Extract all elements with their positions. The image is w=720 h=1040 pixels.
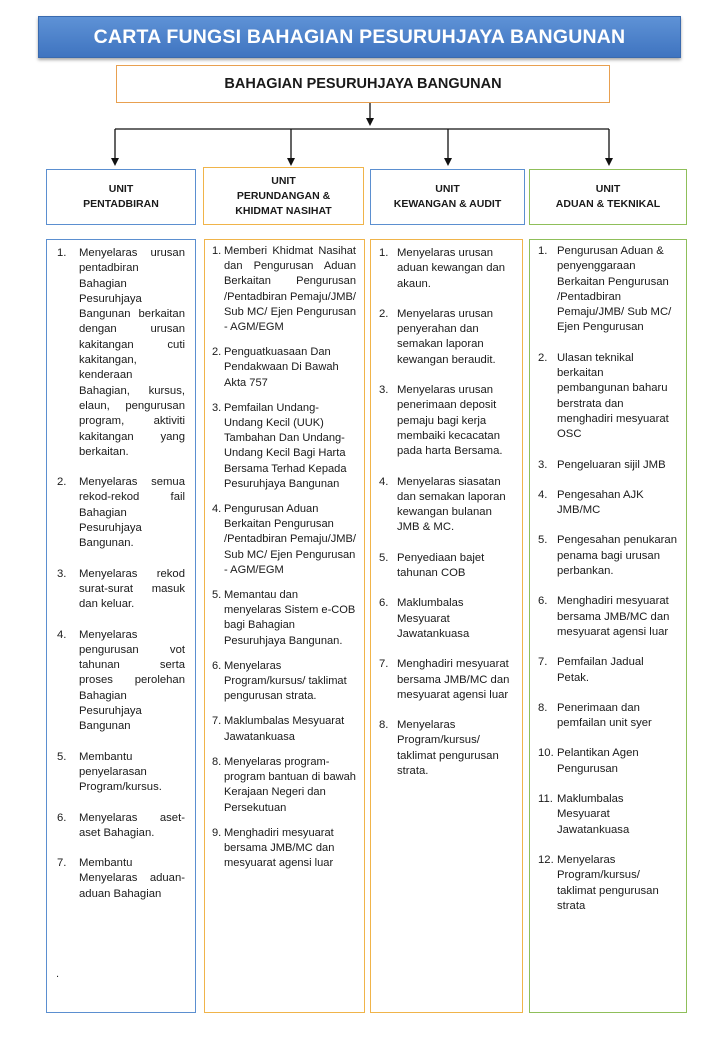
list-item bbox=[212, 826, 356, 872]
kewangan-function-list bbox=[370, 239, 523, 1013]
unit-label-line2: ADUAN & TEKNIKAL bbox=[555, 198, 661, 210]
item-number: 8. bbox=[379, 719, 389, 732]
item-number: 9. bbox=[212, 826, 222, 839]
item-text: Penguatkuasaan Dan Pendakwaan Di Bawah Akta 757 bbox=[224, 346, 339, 389]
item-number: 1. bbox=[57, 247, 67, 259]
item-number: 7. bbox=[538, 656, 548, 669]
list-item bbox=[212, 588, 356, 649]
item-number: 4. bbox=[379, 475, 389, 488]
list-item bbox=[379, 246, 512, 292]
item-text: Penerimaan dan pemfailan unit syer bbox=[557, 701, 652, 730]
list-item bbox=[379, 657, 512, 703]
unit-label-line1: UNIT bbox=[435, 183, 460, 195]
item-text: Menyelaras pengurusan vot tahunan serta proses perolehan Bahagian Pesuruhjaya Bangunan bbox=[79, 628, 185, 733]
item-number: 3. bbox=[212, 401, 222, 414]
item-text: Pemfailan Jadual Petak. bbox=[557, 656, 644, 684]
list-item bbox=[212, 502, 356, 578]
list-item bbox=[57, 475, 185, 551]
item-number: 1. bbox=[538, 245, 548, 257]
item-text: Menyelaras Program/kursus/ taklimat pengurusan strata bbox=[557, 853, 659, 912]
list-item bbox=[212, 659, 356, 705]
item-number: 6. bbox=[57, 811, 67, 824]
list-item bbox=[538, 488, 678, 519]
item-text: Menyelaras urusan penerimaan deposit pemaju bagi kerja membaiki kecacatan pada harta Bersama. bbox=[397, 384, 503, 458]
item-number: 2. bbox=[538, 351, 548, 364]
list-item bbox=[538, 655, 678, 686]
item-text: Menyelaras semua rekod-rekod fail Bahagian Pesuruhjaya Bangunan. bbox=[79, 476, 185, 550]
item-number: 3. bbox=[379, 384, 389, 397]
list-item bbox=[538, 533, 678, 579]
list-item bbox=[212, 345, 356, 391]
pentadbiran-function-list bbox=[46, 239, 196, 1013]
list-item bbox=[57, 246, 185, 460]
item-number: 4. bbox=[57, 628, 67, 641]
item-text: Menyelaras urusan pentadbiran Bahagian Pesuruhjaya Bangunan berkaitan dengan urusan kakitangan cuti kakitangan, kenderaan Bahagian, kursus, elaun, pengurusan program, aktiviti kakitangan yang berkaitan. bbox=[79, 247, 185, 458]
unit-label-line1: UNIT bbox=[271, 174, 296, 187]
item-number: 4. bbox=[212, 503, 222, 516]
item-number: 5. bbox=[212, 589, 222, 602]
item-text: Pengesahan penukaran penama bagi urusan perbankan. bbox=[557, 534, 677, 578]
list-item bbox=[379, 596, 512, 642]
item-number: 10. bbox=[538, 747, 554, 760]
list-item bbox=[379, 718, 512, 779]
unit-kewangan bbox=[370, 169, 525, 225]
list-item bbox=[57, 856, 185, 902]
list-item bbox=[57, 750, 185, 796]
list-item bbox=[538, 351, 678, 443]
unit-label-line1: UNIT bbox=[595, 183, 621, 195]
item-text: Pengurusan Aduan & penyenggaraan Berkaitan Pengurusan /Pentadbiran Pemaju/JMB/ Sub MC/ Ejen Pengurusan bbox=[557, 245, 672, 334]
item-text: Ulasan teknikal berkaitan pembangunan baharu berstrata dan menghadiri mesyuarat OSC bbox=[557, 351, 669, 441]
item-number: 3. bbox=[538, 458, 548, 471]
list-item bbox=[538, 792, 678, 838]
item-number: 1. bbox=[379, 247, 389, 259]
item-number: 12. bbox=[538, 853, 554, 866]
list-item bbox=[538, 458, 678, 473]
unit-label-line3: KHIDMAT NASIHAT bbox=[235, 204, 332, 217]
list-item bbox=[57, 811, 185, 842]
unit-label-line1: UNIT bbox=[108, 183, 134, 195]
item-text: Memberi Khidmat Nasihat dan Pengurusan Aduan Berkaitan Pengurusan /Pentadbiran Pemaju/JMB/ Sub MC/ Ejen Pengurusan - AGM/EGM bbox=[224, 245, 356, 334]
item-text: Maklumbalas Mesyuarat Jawatankuasa bbox=[397, 597, 470, 640]
item-text: Pemfailan Undang-Undang Kecil (UUK) Tambahan Dan Undang-Undang Kecil Bagi Harta Bersama Terhad Kepada Pesuruhjaya Bangunan bbox=[224, 401, 347, 490]
item-text: Pengeluaran sijil JMB bbox=[557, 458, 666, 471]
unit-aduan-teknikal bbox=[529, 169, 687, 225]
item-number: 3. bbox=[57, 567, 67, 580]
list-item bbox=[212, 401, 356, 492]
list-item bbox=[538, 594, 678, 640]
unit-label-line2: PENTADBIRAN bbox=[83, 198, 159, 210]
item-text: Pengurusan Aduan Berkaitan Pengurusan /Pentadbiran Pemaju/JMB/ Sub MC/ Ejen Pengurusan - AGM/EGM bbox=[224, 503, 356, 576]
item-number: 6. bbox=[379, 597, 389, 610]
item-number: 1. bbox=[212, 245, 222, 257]
perundangan-function-list bbox=[204, 239, 365, 1013]
list-item bbox=[379, 551, 512, 582]
unit-label-line2: KEWANGAN & AUDIT bbox=[393, 198, 502, 210]
list-item bbox=[57, 567, 185, 613]
item-text: Menyelaras Program/kursus/ taklimat pengurusan strata. bbox=[397, 719, 499, 778]
list-item bbox=[538, 853, 678, 914]
unit-pentadbiran bbox=[46, 169, 196, 225]
item-number: 2. bbox=[212, 346, 222, 359]
item-number: 8. bbox=[212, 755, 222, 768]
item-number: 7. bbox=[212, 715, 222, 728]
item-number: 5. bbox=[57, 750, 67, 763]
item-text: Menyelaras urusan aduan kewangan dan akaun. bbox=[397, 247, 506, 290]
item-text: Menghadiri mesyuarat bersama JMB/MC dan mesyuarat agensi luar bbox=[557, 595, 670, 638]
item-text: Pengesahan AJK JMB/MC bbox=[557, 488, 644, 517]
list-item bbox=[379, 475, 512, 536]
item-text: Membantu penyelarasan Program/kursus. bbox=[79, 750, 162, 794]
item-text: Menyelaras urusan penyerahan dan semakan laporan kewangan beraudit. bbox=[397, 307, 496, 366]
trailing-mark: . bbox=[56, 968, 60, 980]
aduan-teknikal-function-list bbox=[529, 239, 687, 1013]
item-text: Membantu Menyelaras aduan-aduan Bahagian bbox=[79, 857, 185, 900]
list-item bbox=[538, 244, 678, 336]
item-number: 2. bbox=[379, 307, 389, 320]
item-number: 7. bbox=[379, 658, 389, 671]
chart-title: CARTA FUNGSI BAHAGIAN PESURUHJAYA BANGUNAN bbox=[38, 16, 681, 58]
list-item bbox=[379, 307, 512, 368]
item-text: Maklumbalas Mesyuarat Jawatankuasa bbox=[224, 715, 345, 743]
unit-label-line2: PERUNDANGAN & bbox=[236, 189, 331, 202]
item-text: Menyelaras rekod surat-surat masuk dan keluar. bbox=[79, 567, 185, 611]
list-item bbox=[379, 383, 512, 459]
item-number: 6. bbox=[538, 595, 548, 608]
item-number: 11. bbox=[538, 793, 553, 806]
item-text: Memantau dan menyelaras Sistem e-COB bagi Bahagian Pesuruhjaya Bangunan. bbox=[224, 589, 356, 647]
list-item bbox=[538, 701, 678, 732]
item-text: Penyediaan bajet tahunan COB bbox=[397, 551, 485, 580]
item-text: Pelantikan Agen Pengurusan bbox=[557, 747, 639, 775]
unit-perundangan bbox=[203, 167, 364, 225]
item-text: Menyelaras Program/kursus/ taklimat pengurusan strata. bbox=[224, 659, 347, 703]
item-number: 6. bbox=[212, 659, 222, 672]
item-number: 7. bbox=[57, 857, 67, 870]
item-number: 4. bbox=[538, 488, 548, 501]
list-item bbox=[212, 244, 356, 335]
list-item bbox=[57, 628, 185, 735]
list-item bbox=[212, 755, 356, 816]
item-text: Menyelaras program-program bantuan di bawah Kerajaan Negeri dan Persekutuan bbox=[224, 755, 356, 814]
item-text: Menyelaras siasatan dan semakan laporan kewangan bulanan JMB & MC. bbox=[397, 475, 506, 534]
item-number: 2. bbox=[57, 476, 67, 489]
item-text: Menghadiri mesyuarat bersama JMB/MC dan mesyuarat agensi luar bbox=[397, 658, 510, 701]
item-text: Menyelaras aset-aset Bahagian. bbox=[79, 811, 185, 839]
item-number: 5. bbox=[538, 534, 548, 547]
item-number: 8. bbox=[538, 701, 548, 714]
item-text: Maklumbalas Mesyuarat Jawatankuasa bbox=[557, 793, 630, 836]
list-item bbox=[212, 714, 356, 744]
item-number: 5. bbox=[379, 551, 389, 564]
department-box: BAHAGIAN PESURUHJAYA BANGUNAN bbox=[116, 65, 610, 103]
item-text: Menghadiri mesyuarat bersama JMB/MC dan mesyuarat agensi luar bbox=[224, 826, 335, 870]
list-item bbox=[538, 746, 678, 777]
